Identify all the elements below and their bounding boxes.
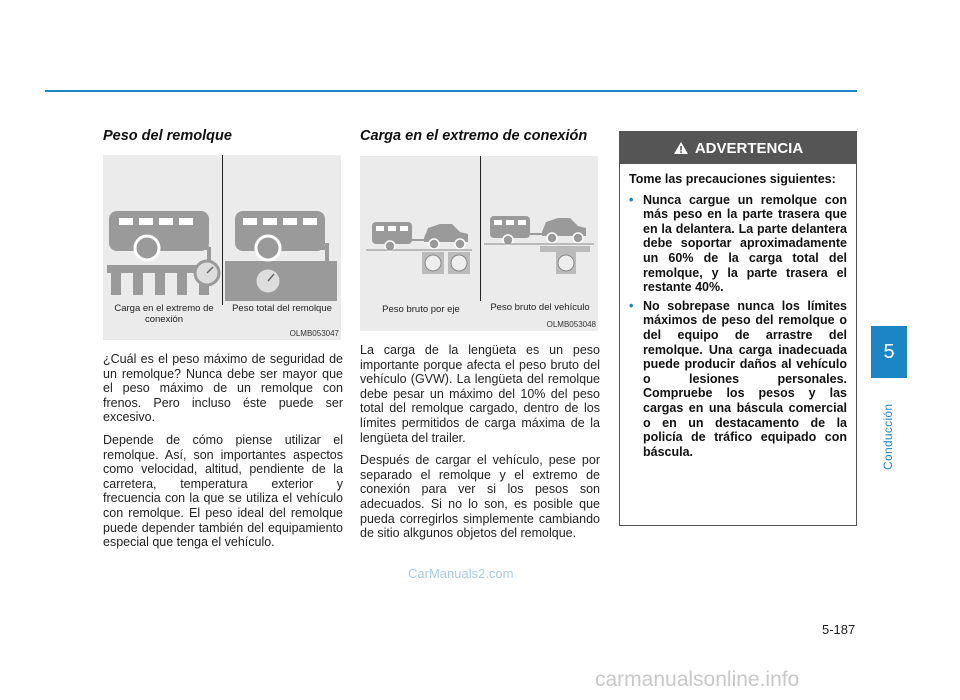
figure-divider [222,155,223,305]
trailer-weight-figure [103,155,341,340]
warning-header [620,132,856,164]
warning-item-text: No sobrepase nunca los límites máximos de peso del remolque o del equipo de arrastre del remolque. Una carga inadecuada puede producir daños al vehículo o lesiones personales. Compruebe los pesos y las cargas en una báscula comercial o en un destacamento de la policía de tráfico equipado con báscula. [643,298,847,459]
page-number: 5-187 [822,622,856,637]
figure-caption-left: Carga en el extremo de conexión [114,303,214,325]
warning-item-text: Nunca cargue un remolque con más peso en la parte trasera que en la delantera. La parte delantera debe soportar aproximadamente un 60% de la carga total del remolque, y la parte trasera el restante 40%. [643,192,847,295]
paragraph: La carga de la lengüeta es un peso importante porque afecta el peso bruto del vehículo (GVW). La lengüeta del remolque debe pesar un máximo del 10% del peso total del remolque cargado, dentro de los límites permitidos de carga máxima de la lengüeta del trailer. [360,343,600,445]
warning-title: ADVERTENCIA [694,139,804,157]
list-item [629,193,847,295]
watermark: CarManuals2.com [408,566,514,581]
warning-body [620,164,856,459]
figure-caption-right: Peso bruto del vehículo [490,302,590,313]
header-rule [45,90,857,92]
paragraph: ¿Cuál es el peso máximo de seguridad de un remolque? Nunca debe ser mayor que el peso máximo de un remolque con frenos. Pero incluso éste puede ser excesivo. [103,352,343,425]
figure-code: OLMB053048 [546,320,596,329]
warning-list [629,193,847,460]
section-label [877,360,901,470]
paragraph: Después de cargar el vehículo, pese por separado el remolque y el extremo de conexión para ver si los pesos son adecuados. Si no lo son, es posible que pueda corregirlos simplemente cambiando de sitio alkgunos objetos del remolque. [360,453,600,541]
left-body [103,352,343,550]
middle-body [360,343,600,541]
bullet-icon: • [629,192,634,207]
middle-column [360,128,600,549]
warning-box [619,131,857,526]
figure-caption-left: Peso bruto por eje [382,304,460,315]
warning-triangle-icon [673,141,689,155]
figure-code: OLMB053047 [289,329,339,338]
paragraph: Depende de cómo piense utilizar el remolque. Así, son importantes aspectos como velocidad, altitud, pendiente de la carretera, temperatura exterior y frecuencia con la que se utiliza el vehículo con remolque. El peso ideal del remolque puede depender también del equipamiento especial que tenga el vehículo. [103,432,343,550]
gross-weight-figure [360,156,598,331]
section-number: 5 [883,340,895,363]
section-label-text: Conducción [881,403,895,470]
list-item [629,299,847,460]
bullet-icon: • [629,298,634,313]
section-heading: Peso del remolque [103,128,232,144]
section-heading: Carga en el extremo de conexión [360,128,588,144]
figure-divider [480,156,481,301]
figure-caption-right: Peso total del remolque [232,303,332,314]
footer-watermark: carmanualsonline.info [595,668,800,691]
warning-intro: Tome las precauciones siguientes: [629,172,836,186]
left-column [103,128,343,558]
